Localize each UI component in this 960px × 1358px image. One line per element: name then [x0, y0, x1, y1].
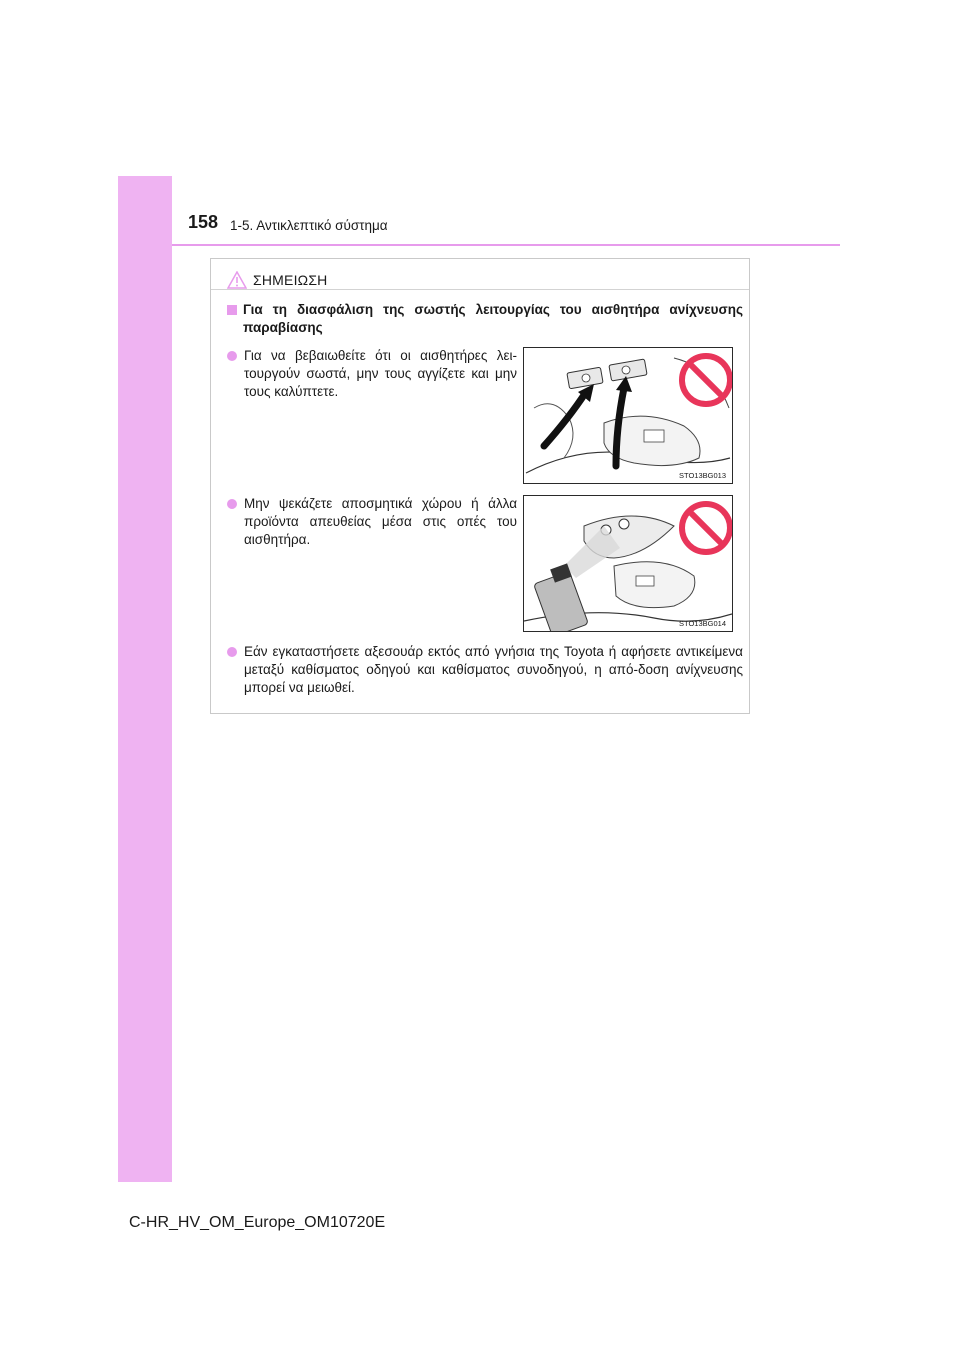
side-tab-band — [118, 176, 172, 1182]
figure-sensor-touch — [523, 347, 733, 484]
section-title: 1-5. Αντικλεπτικό σύστημα — [230, 218, 388, 233]
square-bullet-icon — [227, 305, 237, 315]
note-title: ΣΗΜΕΙΩΣΗ — [253, 272, 328, 288]
footer-doc-id: C-HR_HV_OM_Europe_OM10720E — [129, 1214, 386, 1231]
figure-sensor-spray — [523, 495, 733, 632]
sensor-spray-illustration — [524, 496, 732, 631]
bullet-text: Εάν εγκαταστήσετε αξεσουάρ εκτός από γνήσια της Toyota ή αφήσετε αντικείμενα μεταξύ καθίσματος οδηγού και καθίσματος συνοδηγού, η από-δοση ανίχνευσης μπορεί να μειωθεί. — [244, 644, 743, 695]
round-bullet-icon — [227, 647, 237, 657]
note-divider — [211, 289, 749, 290]
round-bullet-icon — [227, 499, 237, 509]
note-subheading — [227, 301, 743, 337]
bullet-item — [227, 643, 743, 697]
note-header — [227, 269, 328, 291]
header-rule — [172, 244, 840, 246]
page-number: 158 — [188, 212, 219, 232]
sensor-touch-illustration — [524, 348, 732, 483]
warning-triangle-icon — [227, 271, 247, 289]
figure-code: STO13BG014 — [679, 619, 726, 628]
round-bullet-icon — [227, 351, 237, 361]
figure-code: STO13BG013 — [679, 471, 726, 480]
bullet-item — [227, 347, 517, 401]
bullet-item — [227, 495, 517, 549]
subheading-text: Για τη διασφάλιση της σωστής λειτουργίας του αισθητήρα ανίχνευσης παραβίασης — [243, 302, 743, 335]
note-box — [210, 258, 750, 714]
bullet-text: Για να βεβαιωθείτε ότι οι αισθητήρες λει-τουργούν σωστά, μην τους αγγίζετε και μην τους καλύπτετε. — [244, 348, 517, 399]
bullet-text: Μην ψεκάζετε αποσμητικά χώρου ή άλλα προϊόντα απευθείας μέσα στις οπές του αισθητήρα. — [244, 496, 517, 547]
